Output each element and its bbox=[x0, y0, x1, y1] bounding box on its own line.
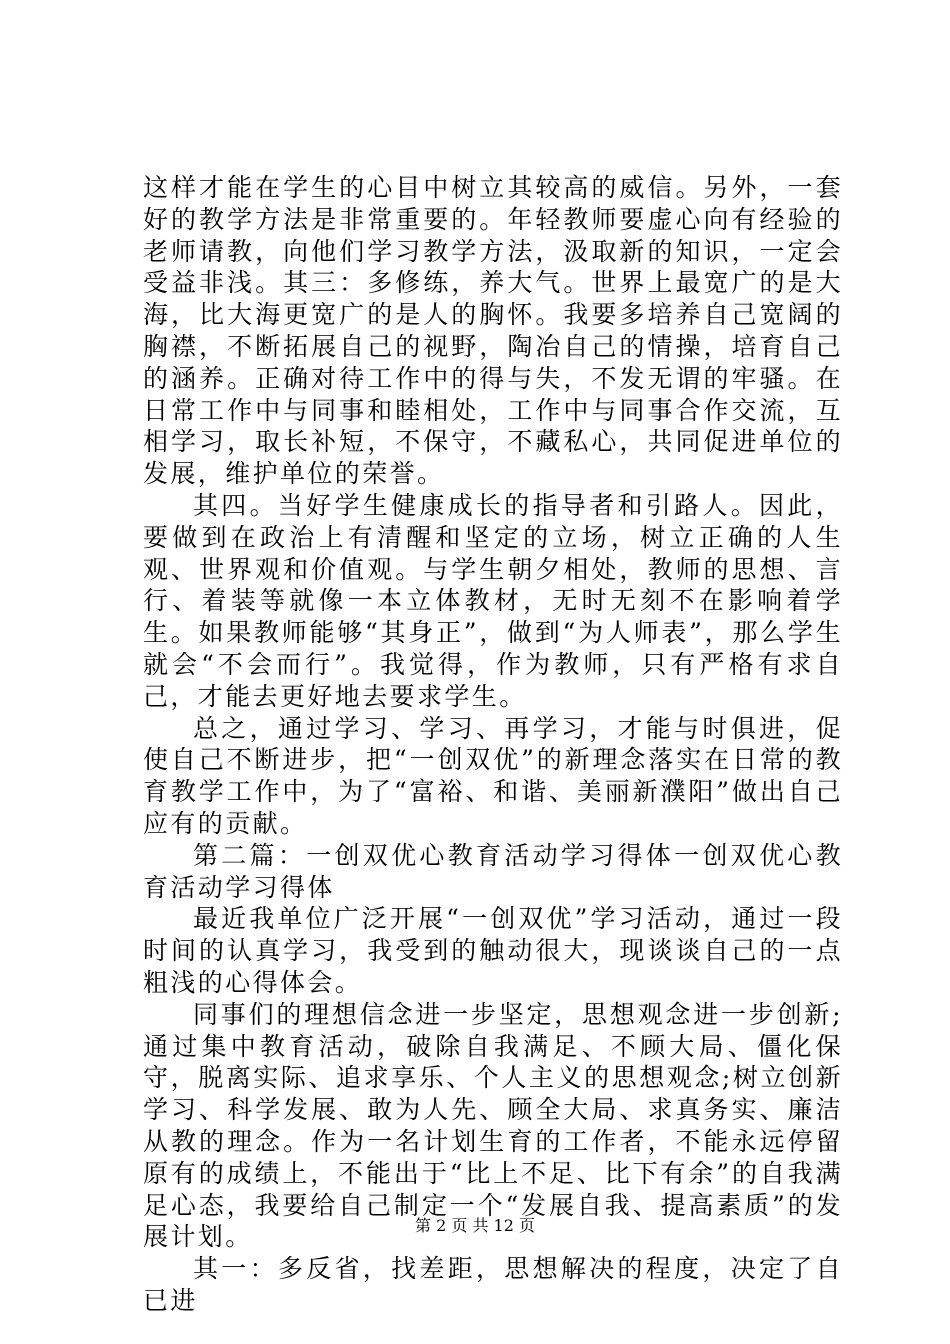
page-number: 第 2 页 共 12 页 bbox=[415, 1216, 535, 1235]
section-heading: 第二篇：一创双优心教育活动学习得体一创双优心教育活动学习得体 bbox=[143, 840, 843, 902]
paragraph-2: 其四。当好学生健康成长的指导者和引路人。因此，要做到在政治上有清醒和坚定的立场，树立正确的人生观、世界观和价值观。与学生朝夕相处，教师的思想、言行、着装等就像一本立体教材，无时无刻不在影响着学生。如果教师能够“其身正”，做到“为人师表”，那么学生就会“不会而行”。我觉得，作为教师，只有严格有求自己，才能去更好地去要求学生。 bbox=[143, 490, 843, 711]
paragraph-3: 总之，通过学习、学习、再学习，才能与时俱进，促使自己不断进步，把“一创双优”的新理念落实在日常的教育教学工作中，为了“富裕、和谐、美丽新濮阳”做出自己应有的贡献。 bbox=[143, 713, 843, 838]
paragraph-7: 其一：多反省，找差距，思想解决的程度，决定了自已进 bbox=[143, 1254, 843, 1315]
page-footer bbox=[0, 1216, 950, 1236]
document-body bbox=[143, 172, 843, 1317]
paragraph-6: 同事们的理想信念进一步坚定，思想观念进一步创新;通过集中教育活动，破除自我满足、不顾大局、僵化保守，脱离实际、追求享乐、个人主义的思想观念;树立创新学习、科学发展、敢为人先、顾全大局、求真务实、廉洁从教的理念。作为一名计划生育的工作者，不能永远停留原有的成绩上，不能出于“比上不足、比下有余”的自我满足心态，我要给自己制定一个“发展自我、提高素质”的发展计划。 bbox=[143, 999, 843, 1252]
paragraph-1: 这样才能在学生的心目中树立其较高的威信。另外，一套好的教学方法是非常重要的。年轻教师要虚心向有经验的老师请教，向他们学习教学方法，汲取新的知识，一定会受益非浅。其三：多修练，养大气。世界上最宽广的是大海，比大海更宽广的是人的胸怀。我要多培养自己宽阔的胸襟，不断拓展自己的视野，陶冶自己的情操，培育自己的涵养。正确对待工作中的得与失，不发无谓的牢骚。在日常工作中与同事和睦相处，工作中与同事合作交流，互相学习，取长补短，不保守，不藏私心，共同促进单位的发展，维护单位的荣誉。 bbox=[143, 173, 843, 489]
paragraph-5: 最近我单位广泛开展“一创双优”学习活动，通过一段时间的认真学习，我受到的触动很大，现谈谈自己的一点粗浅的心得体会。 bbox=[143, 904, 843, 997]
